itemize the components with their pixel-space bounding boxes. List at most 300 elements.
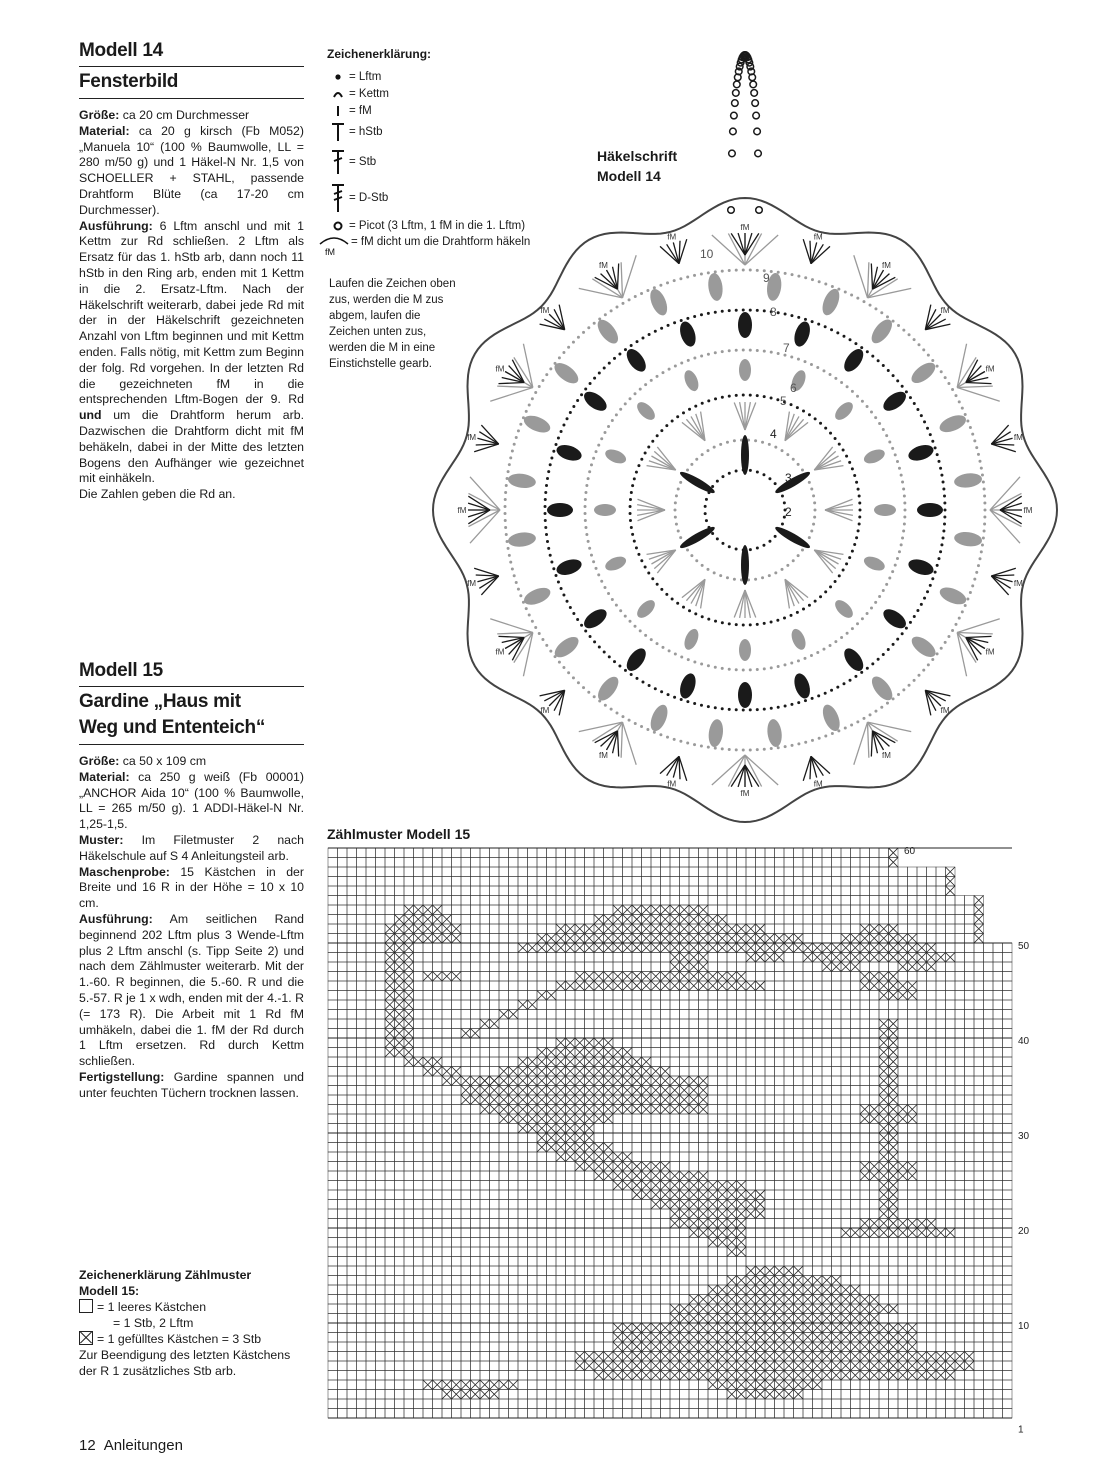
chart-cell [404,1342,414,1352]
chart-cell [898,1266,908,1276]
chart-cell [442,1114,452,1124]
chart-cell [936,1285,946,1295]
chart-cell [509,1209,519,1219]
chart-cell [566,1219,576,1229]
chart-cell [528,1285,538,1295]
chain-dot [550,456,553,459]
chart-cell [756,1238,766,1248]
chart-cell [870,1143,880,1153]
chart-cell [328,858,338,868]
chart-cell [537,1152,547,1162]
chart-cell [414,1133,424,1143]
chart-cell [480,877,490,887]
chart-cell [395,1238,405,1248]
chart-cell [955,1086,965,1096]
chart-cell [423,1048,433,1058]
chain-dot [603,586,606,589]
round-label: 7 [783,341,790,355]
chain-dot [934,571,937,574]
chart-cell [841,1048,851,1058]
chart-cell [908,1238,918,1248]
chart-cell [708,1247,718,1257]
chart-cell [509,1228,519,1238]
chart-cell [452,1190,462,1200]
chart-cell [974,1076,984,1086]
chain-dot [842,569,845,572]
chart-cell [547,1333,557,1343]
chart-cell [917,1048,927,1058]
chart-cell [385,1114,395,1124]
chart-cell [1003,1181,1013,1191]
chart-cell [528,1266,538,1276]
chart-cell [366,1095,376,1105]
chart-cell [851,1257,861,1267]
chart-cell [955,1029,965,1039]
chart-cell [661,962,671,972]
chart-cell [661,858,671,868]
chart-cell [433,1276,443,1286]
chart-cell [832,848,842,858]
chart-cell [566,905,576,915]
chart-cell [917,1200,927,1210]
chart-cell [841,1181,851,1191]
chart-cell [623,953,633,963]
chart-cell [357,1190,367,1200]
chain-dot [874,307,877,310]
chart-cell [528,1209,538,1219]
chart-cell [936,1162,946,1172]
chart-cell [547,1266,557,1276]
chart-cell [461,1352,471,1362]
chain-dot [562,424,565,427]
chart-cell [404,1095,414,1105]
chain-dot [544,491,547,494]
chain-dot [701,615,704,618]
chart-cell [537,972,547,982]
chart-cell [471,1304,481,1314]
chain-dot [630,673,633,676]
stitch-fan [734,403,745,430]
chart-cell [547,848,557,858]
chart-cell [708,1266,718,1276]
stitch-group [707,272,725,302]
chart-cell [499,1257,509,1267]
chart-cell [632,896,642,906]
chart-cell [860,1266,870,1276]
chart-cell [442,1314,452,1324]
chart-cell [746,877,756,887]
chart-cell [338,1295,348,1305]
chart-cell [385,1095,395,1105]
chart-cell [1003,972,1013,982]
chart-cell [357,1304,367,1314]
chart-cell [613,1124,623,1134]
stitch-fan [854,722,868,765]
wire-icon [317,234,351,258]
chart-cell [585,886,595,896]
chart-cell [718,962,728,972]
chart-cell [328,1181,338,1191]
chart-cell [841,981,851,991]
chain-dot [851,627,854,630]
chart-cell [955,1333,965,1343]
chart-cell [461,981,471,991]
hanger-chain [730,128,737,135]
chart-cell [898,1086,908,1096]
chart-cell [395,1266,405,1276]
chart-cell [1003,1076,1013,1086]
chart-cell [832,1038,842,1048]
chart-cell [528,877,538,887]
chart-cell [813,962,823,972]
stitch-group [678,469,717,496]
chart-cell [946,1133,956,1143]
chart-cell [794,1228,804,1238]
stitch-group [581,605,610,632]
chart-cell [860,1086,870,1096]
chart-cell [556,1323,566,1333]
chain-dot [840,636,843,639]
chart-cell [461,1143,471,1153]
chart-cell [984,1029,994,1039]
chart-cell [765,981,775,991]
chart-cell [347,1143,357,1153]
chain-dot [674,364,677,367]
chain-dot [707,705,710,708]
chart-cell [955,1133,965,1143]
chart-cell [765,1190,775,1200]
chart-cell [689,1162,699,1172]
chart-cell [566,953,576,963]
chart-cell [594,1010,604,1020]
chart-cell [499,1038,509,1048]
chart-cell [756,1228,766,1238]
chain-dot [582,331,585,334]
chart-cell [414,896,424,906]
chart-cell [965,1152,975,1162]
chart-cell [433,1247,443,1257]
chart-cell [452,981,462,991]
chain-dot [913,615,916,618]
chain-dot [728,545,731,548]
chart-cell [775,1000,785,1010]
chart-cell [946,1000,956,1010]
chart-cell [471,991,481,1001]
chart-cell [661,1038,671,1048]
chart-cell [765,991,775,1001]
chart-cell [480,1209,490,1219]
chart-cell [594,1257,604,1267]
crochet-diagram [425,40,1065,830]
chart-cell [718,1019,728,1029]
chart-cell [575,1219,585,1229]
chart-cell [708,1019,718,1029]
chain-dot [892,320,895,323]
chart-cell [955,991,965,1001]
stitch-fan [490,619,533,633]
chart-cell [908,905,918,915]
chart-cell [556,1238,566,1248]
chart-cell [775,1038,785,1048]
chain-dot [646,289,649,292]
chart-cell [898,1019,908,1029]
chart-cell [452,1209,462,1219]
chart-cell [433,1285,443,1295]
chart-cell [889,1295,899,1305]
chart-cell [347,1190,357,1200]
chart-cell [803,972,813,982]
chart-cell [518,1171,528,1181]
chart-cell [813,1162,823,1172]
chart-cell [585,1285,595,1295]
chart-cell [623,1314,633,1324]
chart-cell [366,1181,376,1191]
chart-cell [765,867,775,877]
chart-cell [547,1219,557,1229]
chain-dot [721,475,724,478]
chart-cell [537,905,547,915]
chain-dot [714,397,717,400]
chart-cell [689,1238,699,1248]
chart-cell [566,867,576,877]
chart-cell [670,886,680,896]
chart-cell [547,915,557,925]
chart-cell [566,1162,576,1172]
chart-cell [955,1105,965,1115]
chart-cell [1003,1105,1013,1115]
chart-cell [594,905,604,915]
chart-cell [670,1143,680,1153]
chart-cell [404,1352,414,1362]
stitch-group [819,286,843,317]
chain-dot [943,501,946,504]
chart-cell [499,1314,509,1324]
chart-cell [651,1124,661,1134]
chart-cell [395,1171,405,1181]
chart-cell [993,1152,1003,1162]
chart-cell [898,1304,908,1314]
chain-dot [541,638,544,641]
chart-cell [376,877,386,887]
chart-cell [860,1000,870,1010]
chart-cell [908,1086,918,1096]
chain-dot [846,632,849,635]
chart-cell [357,1342,367,1352]
chart-cell [993,1086,1003,1096]
chart-cell [423,1000,433,1010]
chart-cell [547,1200,557,1210]
chart-cell [414,1000,424,1010]
chart-cell [813,867,823,877]
chart-cell [414,1238,424,1248]
fm-label: fM [940,706,950,716]
chain-dot [588,547,591,550]
chart-cell [357,867,367,877]
chart-cell [955,1076,965,1086]
chart-cell [917,1019,927,1029]
chain-dot [756,470,759,473]
chain-dot [598,371,601,374]
chart-cell [556,848,566,858]
chart-cell [946,1143,956,1153]
chart-cell [461,1048,471,1058]
chart-cell [794,924,804,934]
chain-dot [624,402,627,405]
chart-cell [423,867,433,877]
chart-cell [414,1276,424,1286]
chart-cell [623,1114,633,1124]
chart-cell [642,1285,652,1295]
chart-cell [651,1295,661,1305]
chart-cell [376,1314,386,1324]
chain-dot [796,611,799,614]
chart-cell [499,1304,509,1314]
chart-cell [794,1171,804,1181]
chart-cell [499,934,509,944]
chart-cell [946,1124,956,1134]
chart-cell [414,1285,424,1295]
chart-cell [385,1067,395,1077]
chart-cell [984,1266,994,1276]
chain-dot [650,379,653,382]
chart-cell [670,896,680,906]
chart-cell [414,1095,424,1105]
chart-cell [699,1247,709,1257]
chart-cell [642,1143,652,1153]
chain-dot [763,708,766,711]
chain-dot [838,443,841,446]
chart-cell [936,915,946,925]
chart-cell [471,1352,481,1362]
chart-cell [699,1143,709,1153]
chart-cell [594,1285,604,1295]
chart-cell [965,953,975,963]
chart-cell [917,1266,927,1276]
chart-cell [936,886,946,896]
model15-section [79,660,304,1102]
chart-cell [784,1038,794,1048]
fm-label: fM [1013,579,1023,589]
chart-cell [338,1238,348,1248]
chart-cell [870,848,880,858]
chain-dot [937,460,940,463]
chart-cell [680,1143,690,1153]
chart-cell [718,867,728,877]
chart-cell [965,1076,975,1086]
chart-cell [585,1000,595,1010]
chart-cell [613,1285,623,1295]
chain-dot [931,359,934,362]
chain-dot [621,302,624,305]
chart-cell [594,1000,604,1010]
chart-cell [385,1285,395,1295]
chart-cell [442,886,452,896]
round-label: 10 [700,247,714,261]
chart-cell [442,1181,452,1191]
chart-cell [993,972,1003,982]
chart-cell [642,1276,652,1286]
chart-cell [803,1162,813,1172]
chart-cell [670,1114,680,1124]
chart-cell [784,1171,794,1181]
chart-cell [442,1029,452,1039]
chart-cell [851,1143,861,1153]
chart-cell [889,915,899,925]
chart-cell [385,1143,395,1153]
chart-cell [452,1181,462,1191]
chart-cell [917,1076,927,1086]
hanger-chain [754,128,761,135]
chart-cell [737,1095,747,1105]
chain-dot [680,362,683,365]
chart-cell [490,886,500,896]
chart-cell [955,981,965,991]
chart-cell [575,886,585,896]
chart-cell [528,1314,538,1324]
stitch-group [832,597,856,621]
chart-cell [984,1238,994,1248]
chart-cell [936,1295,946,1305]
chart-cell [537,962,547,972]
chart-cell [328,1000,338,1010]
chart-cell [613,886,623,896]
chart-cell [832,886,842,896]
chart-cell [984,1133,994,1143]
chain-dot [969,426,972,429]
chart-cell [965,1304,975,1314]
stitch-group [682,368,702,393]
chart-cell [376,1010,386,1020]
chain-dot [547,547,550,550]
chain-dot [644,565,647,568]
chart-cell [442,1057,452,1067]
chain-dot [707,746,710,749]
chart-cell [423,1333,433,1343]
chart-cell [765,972,775,982]
chart-cell [509,1257,519,1267]
chain-dot [644,383,647,386]
chart-cell [765,1143,775,1153]
chart-cell [433,1333,443,1343]
chart-cell [499,1333,509,1343]
chain-dot [749,309,752,312]
chart-cell [984,1010,994,1020]
chart-cell [623,1143,633,1153]
model14-section [79,40,304,503]
chart-cell [338,1247,348,1257]
chart-cell [385,1266,395,1276]
chart-cell [765,924,775,934]
chart-cell [708,1143,718,1153]
chart-cell [357,1048,367,1058]
chart-cell [537,1190,547,1200]
chain-dot [528,403,531,406]
chart-cell [984,1304,994,1314]
chain-dot [929,584,932,587]
chart-cell [632,953,642,963]
chart-cell [347,1238,357,1248]
chart-cell [632,1285,642,1295]
chart-cell [528,858,538,868]
chart-cell [651,1019,661,1029]
chain-dot [714,620,717,623]
chart-cell [756,1076,766,1086]
chart-cell [661,1209,671,1219]
chart-cell [461,858,471,868]
chart-cell [328,1304,338,1314]
chart-cell [442,1105,452,1115]
chart-cell [1003,1323,1013,1333]
